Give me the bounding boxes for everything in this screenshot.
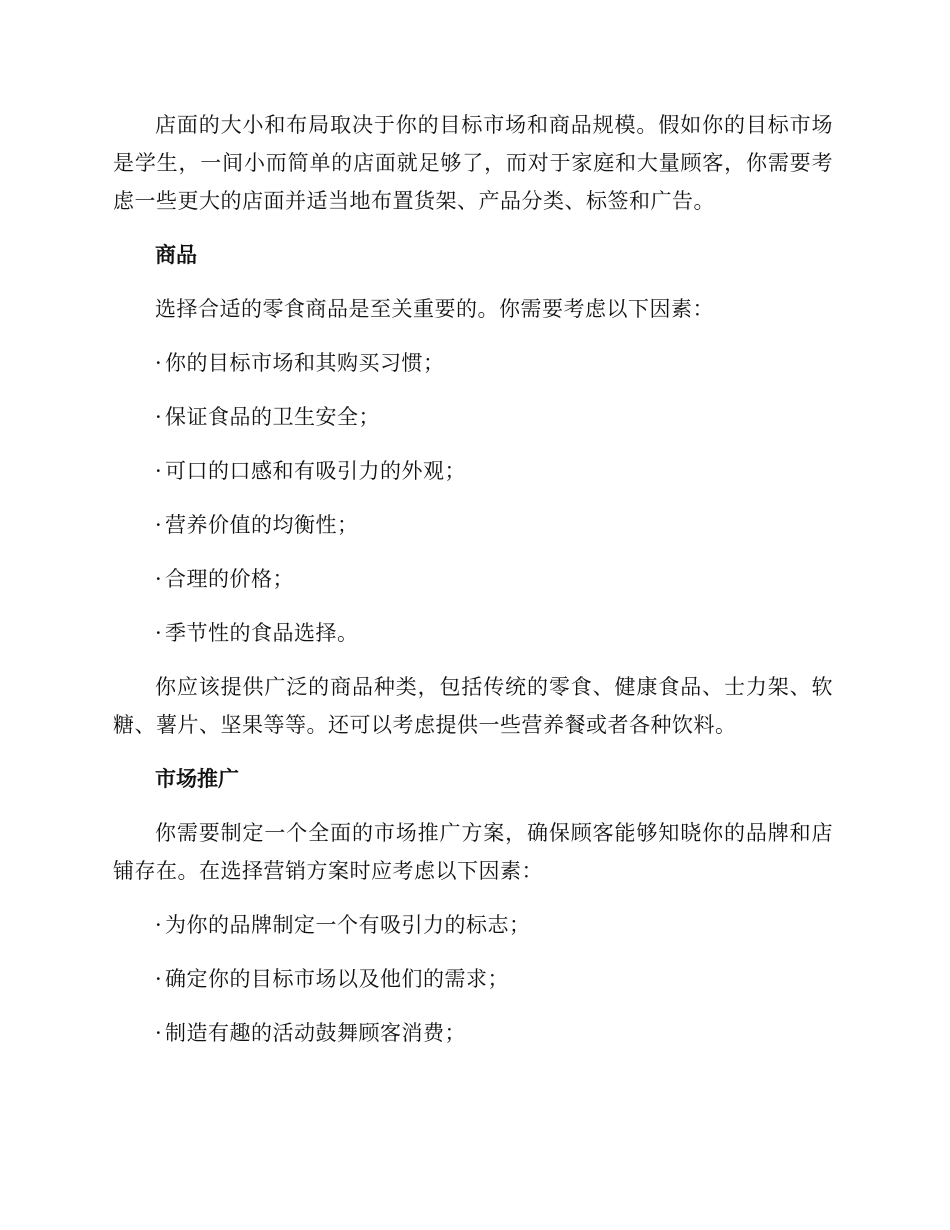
goods-bullet-item bbox=[113, 452, 833, 490]
goods-bullet-item bbox=[113, 344, 833, 382]
bullet-marker: · bbox=[155, 621, 163, 645]
bullet-marker: · bbox=[155, 459, 163, 483]
goods-closing-paragraph: 你应该提供广泛的商品种类，包括传统的零食、健康食品、士力架、软糖、薯片、坚果等等。还可以考虑提供一些营养餐或者各种饮料。 bbox=[113, 675, 833, 737]
marketing-bullet-item bbox=[113, 960, 833, 998]
intro-paragraph: 店面的大小和布局取决于你的目标市场和商品规模。假如你的目标市场是学生，一间小而简单的店面就足够了，而对于家庭和大量顾客，你需要考虑一些更大的店面并适当地布置货架、产品分类、标签和广告。 bbox=[113, 113, 833, 213]
bullet-marker: · bbox=[155, 351, 163, 375]
section-heading-marketing: 市场推广 bbox=[155, 767, 239, 791]
goods-bullet-item bbox=[113, 506, 833, 544]
bullet-text: 可口的口感和有吸引力的外观； bbox=[165, 459, 466, 483]
bullet-text: 确定你的目标市场以及他们的需求； bbox=[165, 967, 509, 991]
bullet-text: 你的目标市场和其购买习惯； bbox=[165, 351, 445, 375]
bullet-marker: · bbox=[155, 405, 163, 429]
bullet-text: 制造有趣的活动鼓舞顾客消费； bbox=[165, 1021, 466, 1045]
bullet-marker: · bbox=[155, 567, 163, 591]
goods-bullet-item bbox=[113, 398, 833, 436]
bullet-marker: · bbox=[155, 967, 163, 991]
marketing-bullet-item bbox=[113, 906, 833, 944]
section-heading-goods: 商品 bbox=[155, 243, 197, 267]
bullet-text: 为你的品牌制定一个有吸引力的标志； bbox=[165, 913, 531, 937]
bullet-marker: · bbox=[155, 1021, 163, 1045]
goods-lead-paragraph: 选择合适的零食商品是至关重要的。你需要考虑以下因素： bbox=[155, 297, 714, 321]
bullet-text: 营养价值的均衡性； bbox=[165, 513, 359, 537]
bullet-text: 保证食品的卫生安全； bbox=[165, 405, 380, 429]
document-body bbox=[113, 106, 833, 1068]
goods-bullet-item bbox=[113, 614, 833, 652]
goods-bullet-item bbox=[113, 560, 833, 598]
bullet-text: 合理的价格； bbox=[165, 567, 294, 591]
bullet-marker: · bbox=[155, 913, 163, 937]
marketing-bullet-item bbox=[113, 1014, 833, 1052]
bullet-marker: · bbox=[155, 513, 163, 537]
marketing-lead-paragraph: 你需要制定一个全面的市场推广方案，确保顾客能够知晓你的品牌和店铺存在。在选择营销方案时应考虑以下因素： bbox=[113, 821, 833, 883]
bullet-text: 季节性的食品选择。 bbox=[165, 621, 359, 645]
